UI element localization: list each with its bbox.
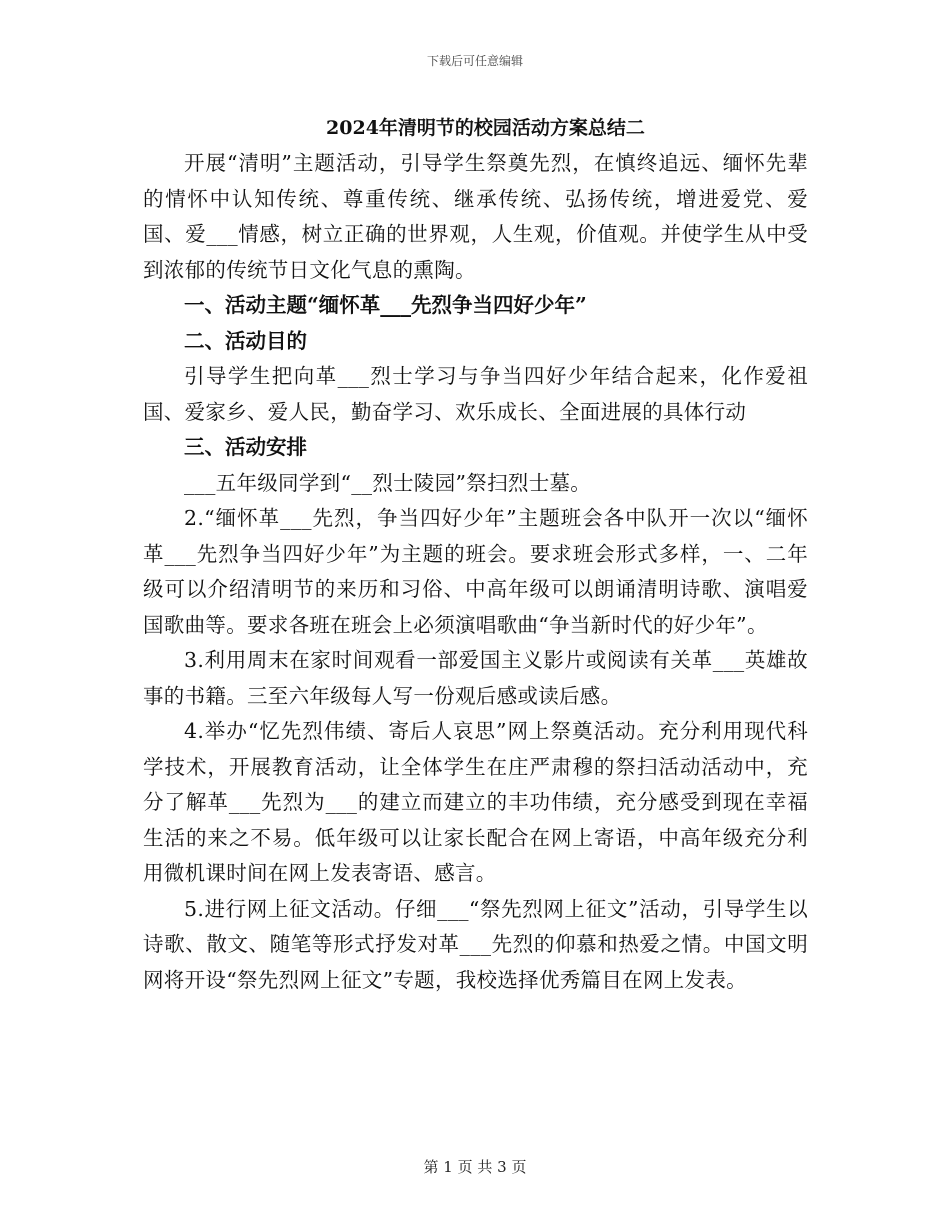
arrangement-item-2: 2.“缅怀革___先烈，争当四好少年”主题班会各中队开一次以“缅怀革___先烈争当四好少年”为主题的班会。要求班会形式多样，一、二年级可以介绍清明节的来历和习俗、中高年级可以朗诵清明诗歌、演唱爱国歌曲等。要求各班在班会上必须演唱歌曲“争当新时代的好少年”。	[143, 506, 808, 637]
arrangement-item-4: 4.举办“忆先烈伟绩、寄后人哀思”网上祭奠活动。充分利用现代科学技术，开展教育活动，让全体学生在庄严肃穆的祭扫活动活动中，充分了解革___先烈为___的建立而建立的丰功伟绩，充分感受到现在幸福生活的来之不易。低年级可以让家长配合在网上寄语，中高年级充分利用微机课时间在网上发表寄语、感言。	[143, 719, 808, 885]
page-header: 下载后可任意编辑	[426, 54, 523, 68]
intro-paragraph: 开展“清明”主题活动，引导学生祭奠先烈，在慎终追远、缅怀先辈的情怀中认知传统、尊重传统、继承传统、弘扬传统，增进爱党、爱国、爱___情感，树立正确的世界观，人生观，价值观。并使学生从中受到浓郁的传统节日文化气息的熏陶。	[143, 151, 808, 282]
page-number: 第 1 页 共 3 页	[423, 1158, 527, 1176]
document-title: 2024年清明节的校园活动方案总结二	[326, 117, 645, 139]
arrangement-item-5: 5.进行网上征文活动。仔细___“祭先烈网上征文”活动，引导学生以诗歌、散文、随笔等形式抒发对革___先烈的仰慕和热爱之情。中国文明网将开设“祭先烈网上征文”专题，我校选择优秀篇目在网上发表。	[143, 896, 808, 992]
purpose-paragraph: 引导学生把向革___烈士学习与争当四好少年结合起来，化作爱祖国、爱家乡、爱人民，勤奋学习、欢乐成长、全面进展的具体行动	[143, 364, 808, 424]
section-heading-arrangement: 三、活动安排	[184, 435, 307, 459]
section-heading-theme: 一、活动主题“缅怀革___先烈争当四好少年”	[184, 293, 587, 317]
section-heading-purpose: 二、活动目的	[184, 328, 307, 353]
arrangement-item-1: ___五年级同学到“__烈士陵园”祭扫烈士墓。	[184, 470, 592, 495]
arrangement-item-3: 3.利用周末在家时间观看一部爱国主义影片或阅读有关革___英雄故事的书籍。三至六年级每人写一份观后感或读后感。	[143, 648, 808, 708]
document-body	[143, 110, 808, 998]
